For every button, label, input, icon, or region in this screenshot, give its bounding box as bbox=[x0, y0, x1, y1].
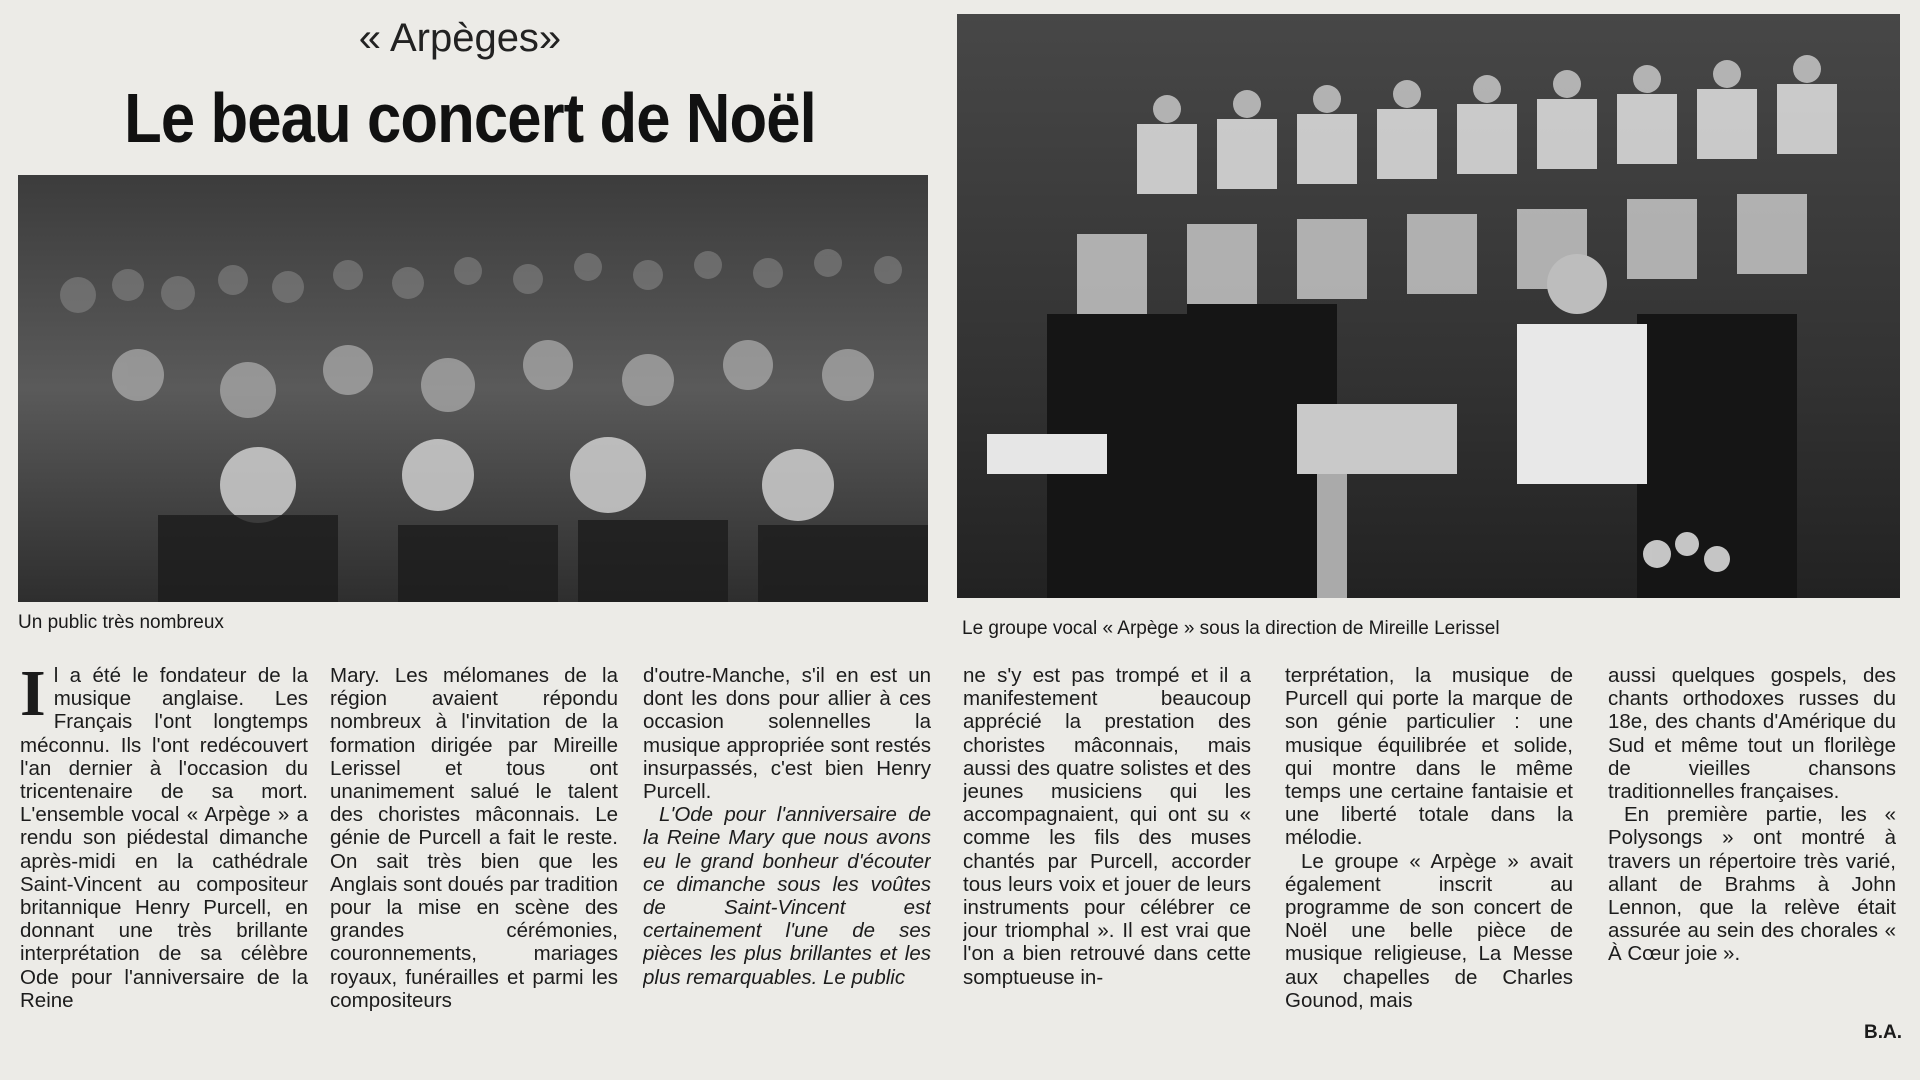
audience-photo bbox=[18, 175, 928, 602]
column-2-text: Mary. Les mélomanes de la région avaient répondu nombreux à l'invitation de la formation dirigée par Mireille Lerissel et tous ont unanimement salué le talent des choristes mâconnais. Le génie de Purcell a fait le reste. On sait très bien que les Anglais sont doués par tradition pour la mise en scène des grandes cérémonies, couronnements, mariages royaux, funérailles et parmi les compositeurs bbox=[330, 664, 618, 1012]
dropcap: I bbox=[20, 664, 46, 730]
article-column-3 bbox=[643, 664, 931, 1044]
column-6-text-b: En première partie, les « Polysongs » ont montré à travers un répertoire très varié, allant de Brahms à John Lennon, que la relève était assurée au sein des chorales « À Cœur joie ». bbox=[1608, 803, 1896, 966]
column-5-text-b: Le groupe « Arpège » avait également inscrit au programme de son concert de Noël une belle pièce de musique religieuse, La Messe aux chapelles de Charles Gounod, mais bbox=[1285, 849, 1573, 1012]
audience-caption: Un public très nombreux bbox=[18, 612, 224, 633]
column-1-text: l a été le fondateur de la musique anglaise. Les Français l'ont longtemps méconnu. Ils l'ont redécouvert l'an dernier à l'occasion du tricentenaire de sa mort. L'ensemble vocal « Arpège » a rendu son piédestal dimanche après-midi en la cathédrale Saint-Vincent au compositeur britannique Henry Purcell, en donnant une très brillante interprétation de sa célèbre Ode pour l'anniversaire de la Reine bbox=[20, 664, 308, 1012]
article-column-1 bbox=[20, 664, 308, 1044]
column-3-text-a: d'outre-Manche, s'il en est un dont les dons pour allier à ces occasion solennelles la musique appropriée sont restés insurpassés, c'est bien Henry Purcell. bbox=[643, 664, 931, 804]
article-column-5 bbox=[1285, 664, 1573, 1044]
article-column-2 bbox=[330, 664, 618, 1044]
column-3-text-b: L'Ode pour l'anniversaire de la Reine Mary que nous avons eu le grand bonheur d'écouter ce dimanche sous les voûtes de Saint-Vincent est certainement l'une de ses pièces les plus brillantes et les plus remarquables. Le public bbox=[643, 803, 931, 989]
article-column-6 bbox=[1608, 664, 1896, 1044]
choir-caption: Le groupe vocal « Arpège » sous la direction de Mireille Lerissel bbox=[962, 618, 1500, 639]
choir-photo bbox=[957, 14, 1900, 598]
column-6-text-a: aussi quelques gospels, des chants orthodoxes russes du 18e, des chants d'Amérique du Sud et même tout un florilège de vieilles chansons traditionnelles françaises. bbox=[1608, 664, 1896, 804]
column-5-text-a: terprétation, la musique de Purcell qui porte la marque de son génie particulier : une musique équilibrée et solide, qui montre dans le même temps une certaine fantaisie et une liberté totale dans la mélodie. bbox=[1285, 664, 1573, 850]
column-4-text: ne s'y est pas trompé et il a manifestement beaucoup apprécié la prestation des choristes mâconnais, mais aussi des quatre solistes et des jeunes musiciens qui les accompagnaient, qui ont su « comme les fils des muses chantés par Purcell, accorder tous leurs voix et jouer de leurs instruments pour célébrer ce jour triomphal ». Il est vrai que l'on a bien retrouvé dans cette somptueuse in- bbox=[963, 664, 1251, 989]
kicker: « Arpèges» bbox=[358, 16, 562, 60]
article-column-4 bbox=[963, 664, 1251, 1044]
headline: Le beau concert de Noël bbox=[124, 79, 816, 157]
author-signature: B.A. bbox=[1864, 1022, 1902, 1043]
